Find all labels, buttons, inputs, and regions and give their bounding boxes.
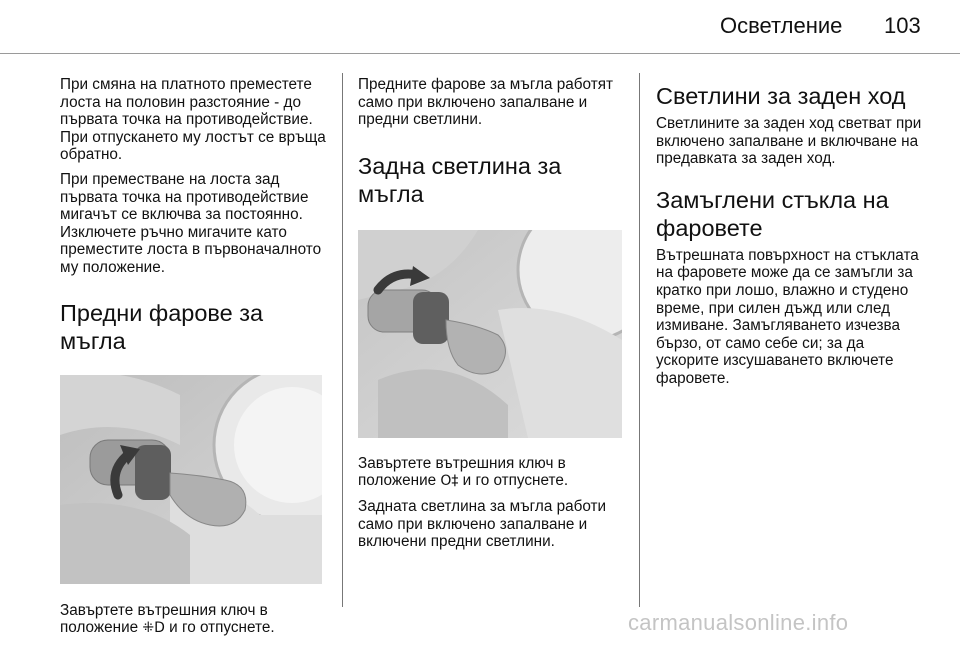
section-heading: Предни фарове за мъгла <box>60 299 264 354</box>
paragraph: При смяна на платното преместете лоста на половин разстояние - до първата точка на противодействие. При отпускането му лостът се връща обратно. <box>60 76 326 164</box>
column-middle <box>358 76 628 558</box>
section-heading: Светлини за заден ход <box>656 83 906 109</box>
paragraph: Задната светлина за мъгла работи само при включено запалване и включени предни светлини. <box>358 497 607 551</box>
paragraph: Вътрешната повърхност на стъклата на фаровете може да се замъгли за кратко при лошо, влажно и студено време, при силен дъжд или след измиване. Замъгляването изчезва бързо, от само себе си; за да ускорите изсушаването включете фаровете. <box>656 246 919 387</box>
watermark: carmanualsonline.info <box>628 610 849 635</box>
page-title: Осветление <box>720 13 843 38</box>
section-heading: Задна светлина за мъгла <box>358 152 562 207</box>
front-fog-light-icon: ⁜D <box>142 620 165 637</box>
paragraph: При преместване на лоста зад първата точка на противодействие мигачът се включва за постоянно. Изключете ръчно мигачите като преместите лоста в първоначалното му положение. <box>60 170 322 276</box>
header-rule <box>0 53 960 54</box>
rear-fog-light-icon: O‡ <box>440 473 459 490</box>
column-divider <box>342 73 343 607</box>
paragraph: Предните фарове за мъгла работят само при включено запалване и предни светлини. <box>358 76 614 129</box>
page-number: 103 <box>884 13 921 38</box>
front-fog-switch-illustration <box>60 375 322 584</box>
figure-caption: Завъртете вътрешния ключ в положение ⁜D и го отпуснете. <box>60 601 275 637</box>
figure-caption: Завъртете вътрешния ключ в положение O‡ и го отпуснете. <box>358 454 569 490</box>
section-heading: Замъглени стъкла на фаровете <box>656 186 889 241</box>
rear-fog-switch-illustration <box>358 230 622 438</box>
paragraph: Светлините за заден ход светват при включено запалване и включване на предавката за заден ход. <box>656 115 922 168</box>
column-right <box>656 76 926 395</box>
column-left <box>60 76 328 645</box>
column-divider <box>639 73 640 607</box>
